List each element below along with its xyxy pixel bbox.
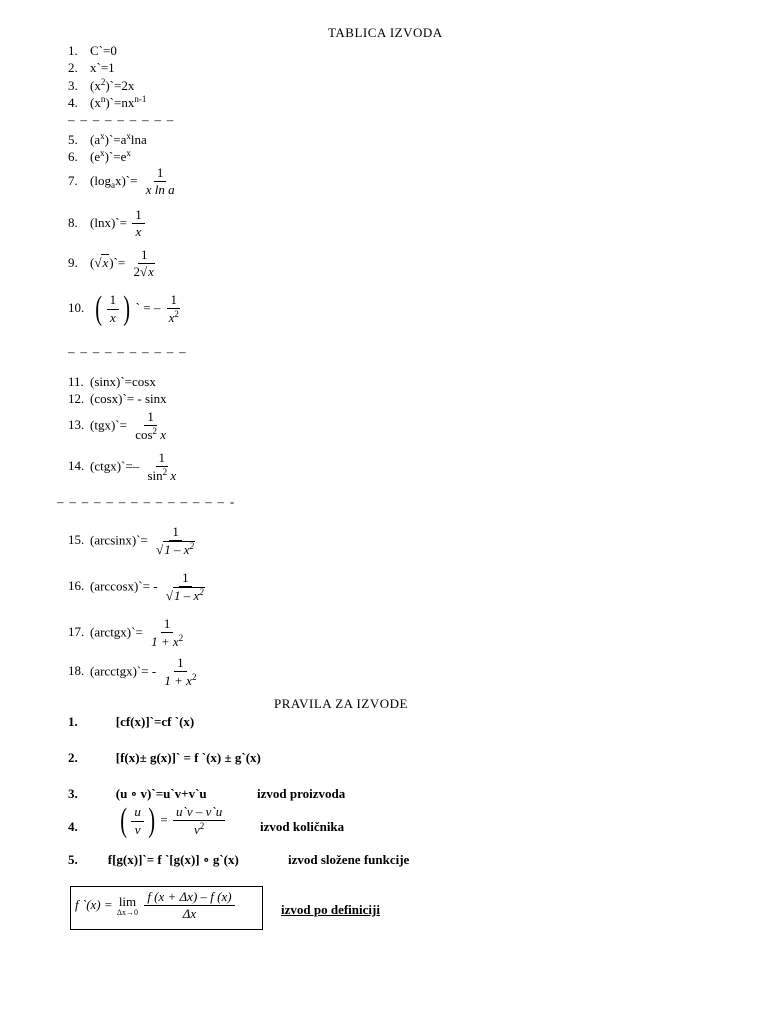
row-4: 4. $(x^n)`=nx^{n-1}$ [68, 94, 147, 110]
row-13: 13. (tgx)`= $\frac{1}{\cos^2 x}$ [68, 409, 167, 443]
separator-1: – – – – – – – – – [68, 112, 175, 127]
row-10: 10. ( $\frac{1}{x}$ ) ` = – $\frac{1}{x^2}$ [68, 290, 179, 327]
rule-4-formula: ( $\frac{u}{v}$ ) = $\frac{u`v - v`u}{v^2}$ [118, 804, 227, 838]
separator-3: – – – – – – – – – – – – – – - [57, 494, 236, 509]
row-6: 6. $(e^x)`=e^x$ [68, 148, 131, 164]
row-17: 17. (arctgx)`= $\frac{1}{1 + x^2}$ [68, 616, 184, 650]
definition-formula: f `(x) = lim Δx→0 $\frac{f (x + \Delta x) - f (x)}{\Delta x}$ [75, 890, 237, 922]
row-14: 14. (ctgx)`=– $\frac{1}{\sin^2 x}$ [68, 450, 177, 484]
rules-title: PRAVILA ZA IZVODE [274, 696, 408, 711]
row-5: 5. $(a^x)`=a^x\ln a$ [68, 131, 147, 147]
row-1: 1. C`=0 [68, 43, 117, 58]
row-16: 16. (arccosx)`= - $\frac{1}{√1 - x^2}$ [68, 570, 204, 604]
rule-5: 5. f[g(x)]`= f `[g(x)] ∘ g`(x) [68, 852, 239, 867]
definition-label: izvod po definiciji [281, 902, 380, 917]
rule-2: 2. [f(x)± g(x)]` = f `(x) ± g`(x) [68, 750, 261, 765]
rule-3: 3. (u ∘ v)`=u`v+v`u [68, 786, 207, 801]
page-title: TABLICA IZVODA [328, 25, 443, 40]
row-8: 8. (lnx)`= $\frac{1}{x}$ [68, 208, 147, 240]
rule-3-note: izvod proizvoda [257, 786, 346, 801]
rule-4-note: izvod količnika [260, 819, 345, 834]
row-3: 3. $(x^2)`=2x$ [68, 77, 135, 93]
rule-1: 1. [cf(x)]`=cf `(x) [68, 714, 195, 729]
row-2: 2. x`=1 [68, 60, 115, 75]
separator-2: – – – – – – – – – – [68, 344, 187, 359]
row-15: 15. (arcsinx)`= $\frac{1}{√1 - x^2}$ [68, 524, 195, 558]
rule-4-num: 4. [68, 819, 78, 834]
row-11: 11. (sinx)`=cosx [68, 374, 156, 389]
row-12: 12. (cosx)`= - sinx [68, 391, 167, 406]
row-9: 9. (√x)`= $\frac{1}{2√x}$ [68, 247, 154, 280]
rule-5-note: izvod složene funkcije [288, 852, 410, 867]
row-7: 7. $(\log_ax)`=$ $\frac{1}{\text{x ln a}}$ [68, 165, 175, 198]
row-18: 18. (arcctgx)`= - $\frac{1}{1 + x^2}$ [68, 655, 197, 689]
